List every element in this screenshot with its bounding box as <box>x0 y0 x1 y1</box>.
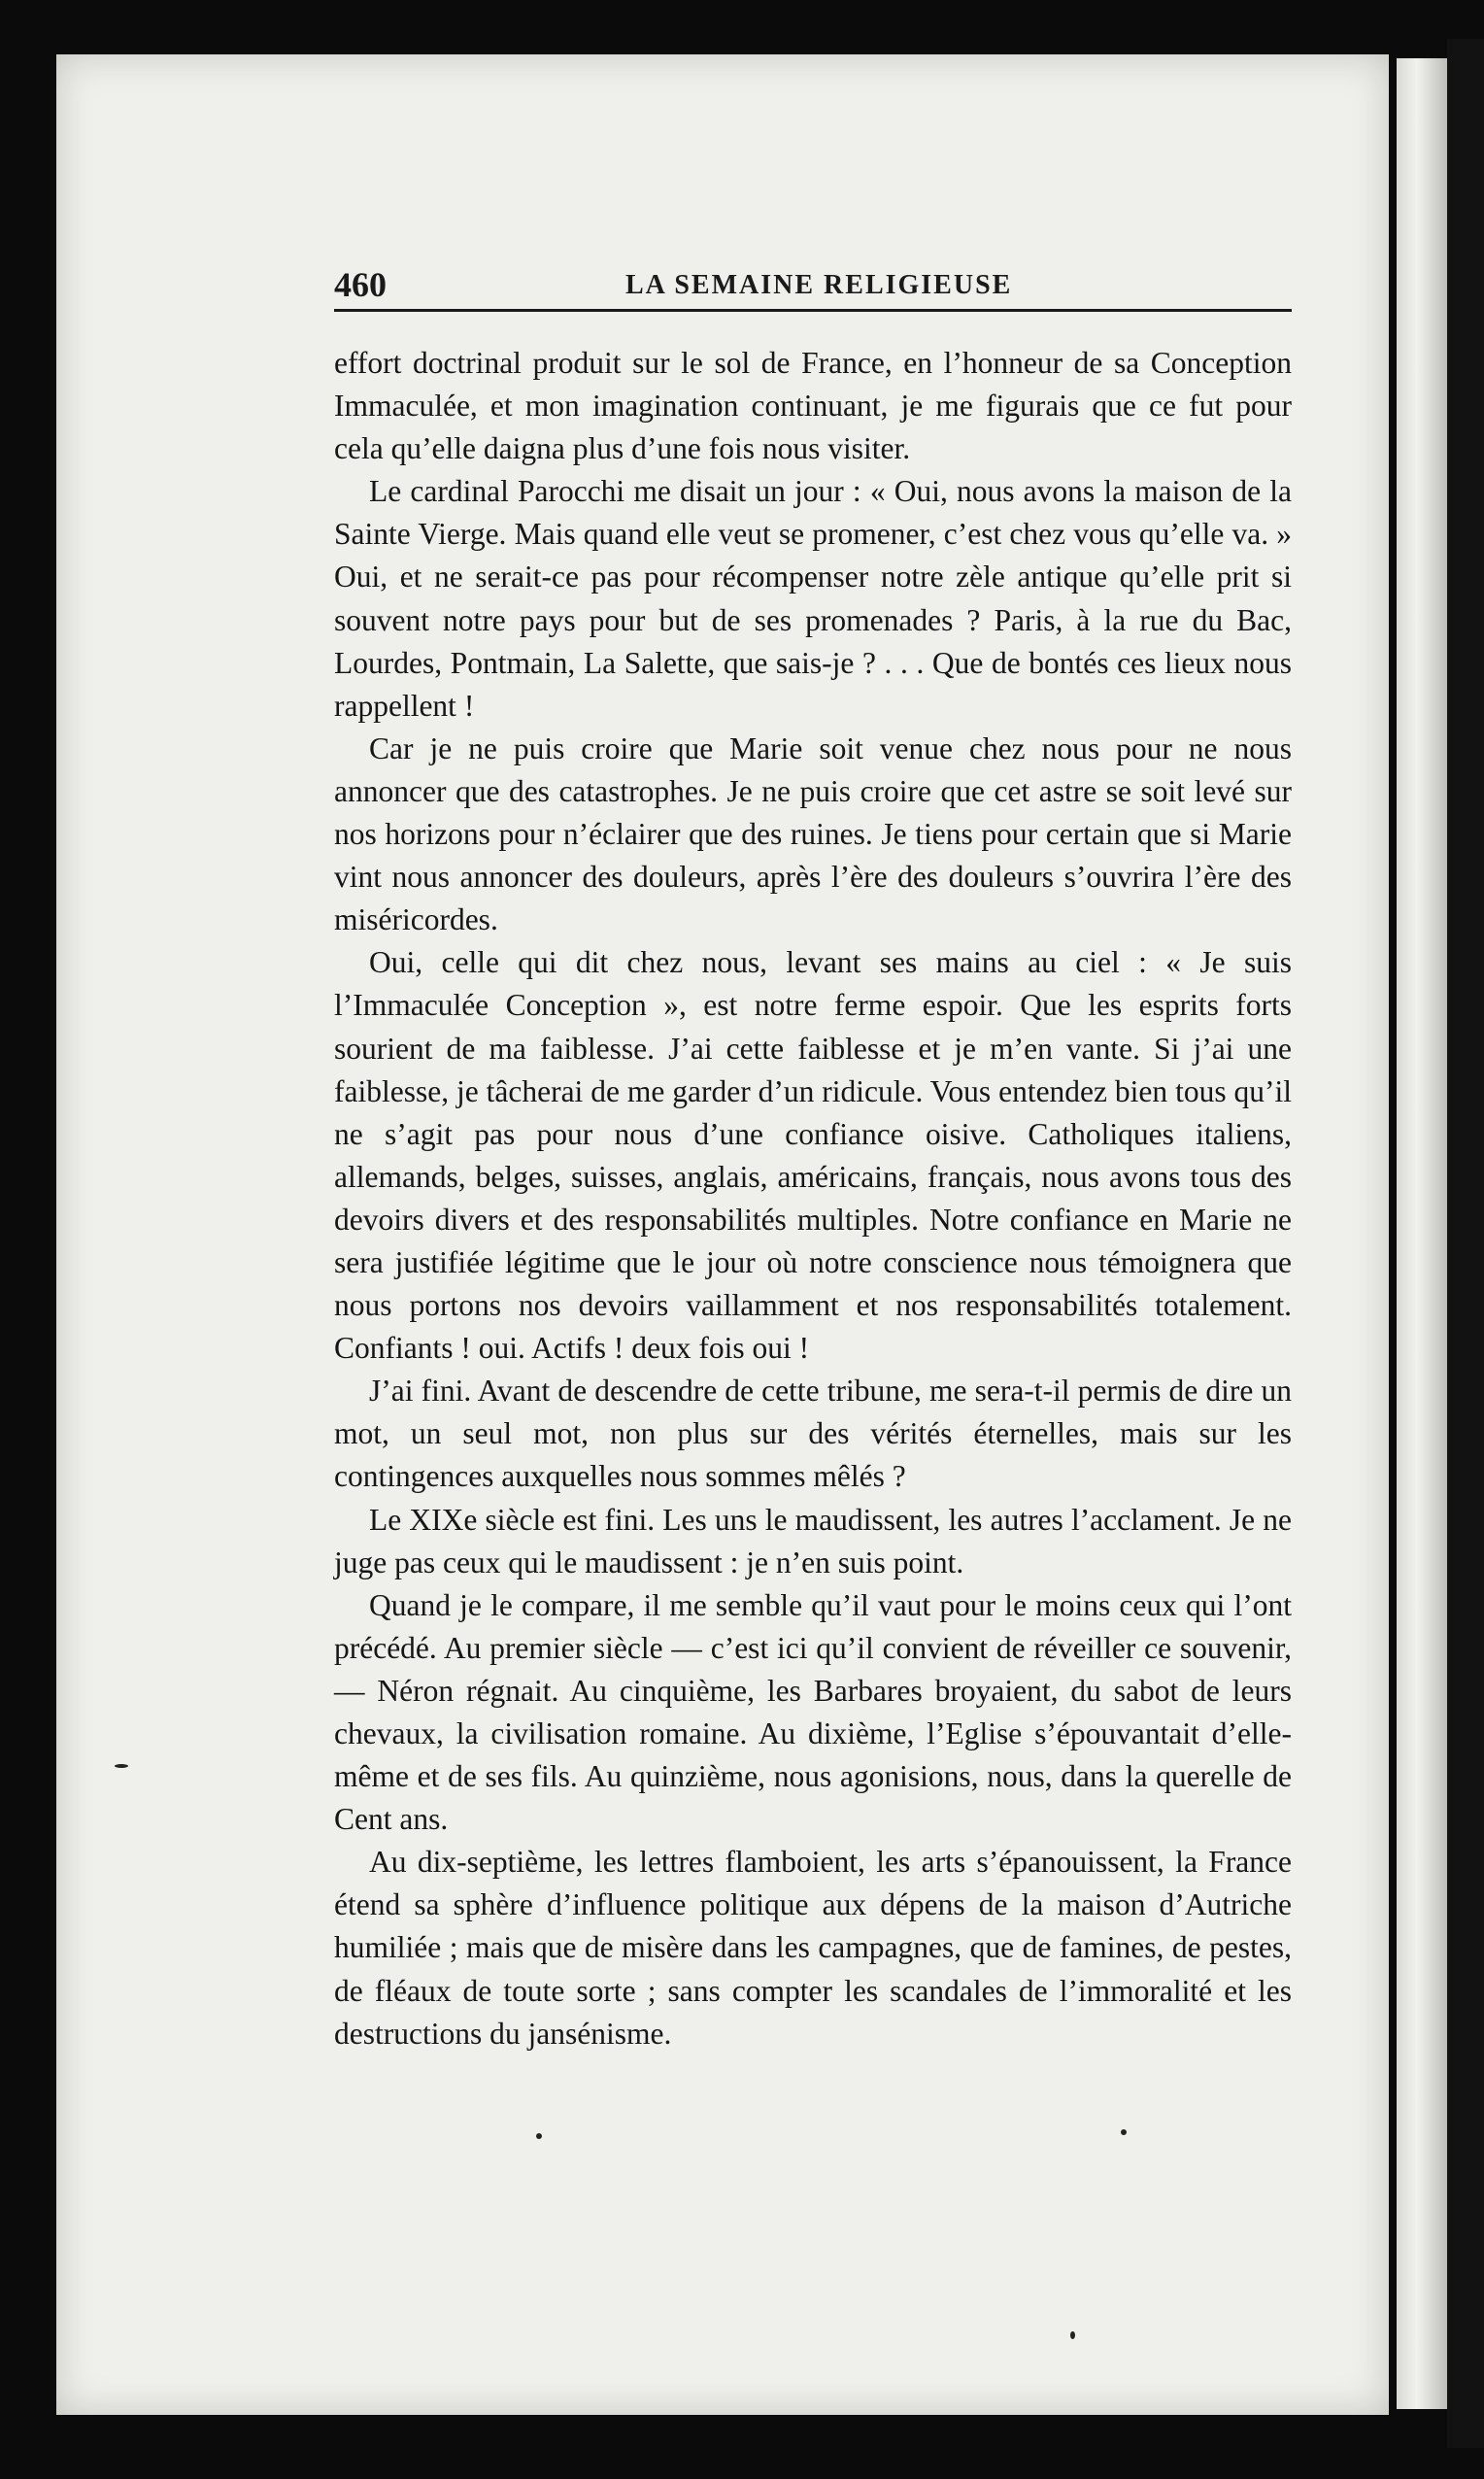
ink-speck <box>536 2133 542 2139</box>
body-text <box>334 342 1292 2055</box>
paragraph: Quand je le compare, il me semble qu’il vaut pour le moins ceux qui l’ont précédé. Au premier siècle — c’est ici qu’il convient de réveiller ce souvenir, — Néron régnait. Au cinquième, les Barbares broyaient, du sabot de leurs chevaux, la civilisation romaine. Au dixième, l’Eglise s’épouvantait d’elle-même et de ses fils. Au quinzième, nous agonisions, nous, dans la querelle de Cent ans. <box>334 1587 1292 1837</box>
paragraph: Le cardinal Parocchi me disait un jour : « Oui, nous avons la maison de la Sainte Vierge. Mais quand elle veut se promener, c’est chez vous qu’elle va. » Oui, et ne serait-ce pas pour récompenser notre zèle antique qu’elle prit si souvent notre pays pour but de ses promenades ? Paris, à la rue du Bac, Lourdes, Pontmain, La Salette, que sais-je ? . . . Que de bontés ces lieux nous rappellent ! <box>334 474 1292 723</box>
paragraph: Le XIXe siècle est fini. Les uns le maudissent, les autres l’acclament. Je ne juge pas ceux qui le maudissent : je n’en suis point. <box>334 1502 1292 1579</box>
scan-border <box>1447 39 1484 2448</box>
ink-speck <box>1121 2129 1127 2135</box>
paragraph: J’ai fini. Avant de descendre de cette tribune, me sera-t-il permis de dire un mot, un seul mot, non plus sur des vérités éternelles, mais sur les contingences auxquelles nous sommes mêlés ? <box>334 1374 1292 1494</box>
page-edge <box>1397 58 1447 2409</box>
paragraph: Car je ne puis croire que Marie soit venue chez nous pour ne nous annoncer que des catastrophes. Je ne puis croire que cet astre se soit levé sur nos horizons pour n’éclairer que des ruines. Je tiens pour certain que si Marie vint nous annoncer des douleurs, après l’ère des douleurs s’ouvrira l’ère des miséricordes. <box>334 730 1292 937</box>
paragraph: Au dix-septième, les lettres flamboient, les arts s’épanouissent, la France étend sa sphère d’influence politique aux dépens de la maison d’Autriche humiliée ; mais que de misère dans les campagnes, que de famines, de pestes, de fléaux de toute sorte ; sans compter les scandales de l’immoralité et les destructions du jansénisme. <box>334 1845 1292 2051</box>
page-header <box>334 260 1292 312</box>
ink-speck <box>1070 2331 1075 2339</box>
paragraph: effort doctrinal produit sur le sol de France, en l’honneur de sa Conception Immaculée, et mon imagination continuant, je me figurais que ce fut pour cela qu’elle daigna plus d’une fois nous visiter. <box>334 346 1292 466</box>
page-number: 460 <box>334 265 387 304</box>
ink-speck <box>115 1764 128 1768</box>
running-title: LA SEMAINE RELIGIEUSE <box>625 270 1013 300</box>
paragraph: Oui, celle qui dit chez nous, levant ses mains au ciel : « Je suis l’Immaculée Conception », est notre ferme espoir. Que les esprits forts sourient de ma faiblesse. J’ai cette faiblesse et je m’en vante. Si j’ai une faiblesse, je tâcherai de me garder d’un ridicule. Vous entendez bien tous qu’il ne s’agit pas pour nous d’une confiance oisive. Catholiques italiens, allemands, belges, suisses, anglais, américains, français, nous avons tous des devoirs divers et des responsabilités multiples. Notre confiance en Marie ne sera justifiée légitime que le jour où notre conscience nous témoignera que nous portons nos devoirs vaillamment et nos responsabilités totalement. Confiants ! oui. Actifs ! deux fois oui ! <box>334 945 1292 1366</box>
